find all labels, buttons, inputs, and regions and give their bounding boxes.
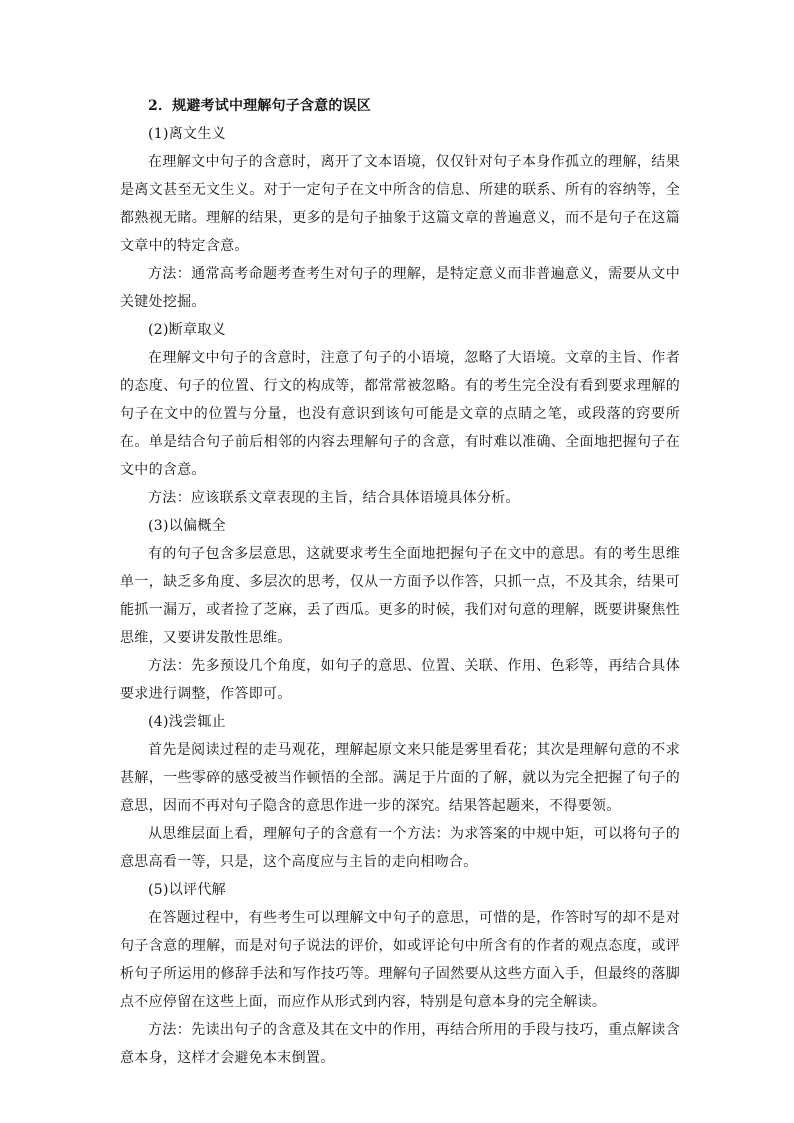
paragraph-3-1: 有的句子包含多层意思，这就要求考生全面地把握句子在文中的意思。有的考生思维单一，缺乏多角度、多层次的思考，仅从一方面予以作答，只抓一点，不及其余，结果可能抓一漏万，或者捡了芝麻，丢了西瓜。更多的时候，我们对句意的理解，既要讲聚焦性思维，又要讲发散性思维。 [120,546,680,646]
document-body [120,92,680,1072]
subsection-title-5: (5)以评代解 [148,882,226,898]
paragraph-4-2: 从思维层面上看，理解句子的含意有一个方法：为求答案的中规中矩，可以将句子的意思高看一等，只是，这个高度应与主旨的走向相吻合。 [120,826,680,870]
method-paragraph-1: 方法：通常高考命题考查考生对句子的理解，是特定意义而非普遍意义，需要从文中关键处挖掘。 [120,266,680,310]
subsection-title-2: (2)断章取义 [148,322,226,338]
method-paragraph-3: 方法：先多预设几个角度，如句子的意思、位置、关联、作用、色彩等，再结合具体要求进行调整，作答即可。 [120,658,680,702]
method-paragraph-2: 方法：应该联系文章表现的主旨，结合具体语境具体分析。 [148,490,520,506]
subsection-title-4: (4)浅尝辄止 [148,714,226,730]
section-heading: 2．规避考试中理解句子含意的误区 [148,98,371,114]
method-paragraph-5: 方法：先读出句子的含意及其在文中的作用，再结合所用的手段与技巧，重点解读含意本身，这样才会避免本末倒置。 [120,1022,680,1066]
paragraph-1-1: 在理解文中句子的含意时，离开了文本语境，仅仅针对句子本身作孤立的理解，结果是离文甚至无文生义。对于一定句子在文中所含的信息、所建的联系、所有的容纳等，全都熟视无睹。理解的结果，更多的是句子抽象于这篇文章的普遍意义，而不是句子在这篇文章中的特定含意。 [120,154,680,254]
paragraph-4-1: 首先是阅读过程的走马观花，理解起原文来只能是雾里看花；其次是理解句意的不求甚解，一些零碎的感受被当作顿悟的全部。满足于片面的了解，就以为完全把握了句子的意思，因而不再对句子隐含的意思作进一步的深究。结果答起题来，不得要领。 [120,742,680,814]
subsection-title-1: (1)离文生义 [148,126,226,142]
paragraph-2-1: 在理解文中句子的含意时，注意了句子的小语境，忽略了大语境。文章的主旨、作者的态度、句子的位置、行文的构成等，都常常被忽略。有的考生完全没有看到要求理解的句子在文中的位置与分量，也没有意识到该句可能是文章的点睛之笔，或段落的窍要所在。单是结合句子前后相邻的内容去理解句子的含意，有时难以准确、全面地把握句子在文中的含意。 [120,350,680,478]
subsection-title-3: (3)以偏概全 [148,518,226,534]
paragraph-5-1: 在答题过程中，有些考生可以理解文中句子的意思，可惜的是，作答时写的却不是对句子含意的理解，而是对句子说法的评价，如或评论句中所含有的作者的观点态度，或评析句子所运用的修辞手法和写作技巧等。理解句子固然要从这些方面入手，但最终的落脚点不应停留在这些上面，而应作从形式到内容，特别是句意本身的完全解读。 [120,910,680,1010]
